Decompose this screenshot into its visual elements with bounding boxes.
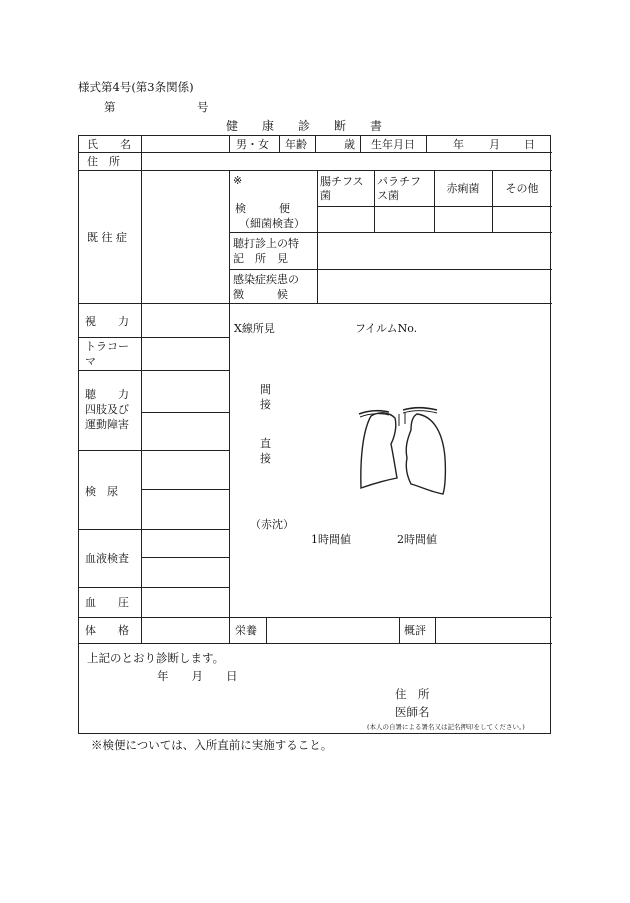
age-unit: 歳	[344, 138, 355, 151]
indirect-label-1: 間	[260, 383, 271, 396]
blood-test-label: 血液検査	[85, 552, 129, 565]
health-certificate-form	[78, 135, 551, 734]
xray-finding-label: X線所見	[234, 322, 275, 335]
nutrition-label: 栄養	[235, 624, 257, 637]
address-label: 住 所	[87, 155, 120, 168]
diagnosis-date[interactable]: 年 月 日	[157, 669, 238, 683]
trachoma-label-1: トラコー	[85, 340, 129, 353]
direct-label-2: 接	[260, 452, 271, 465]
overall-evaluation-label: 概評	[404, 624, 426, 637]
urine-test-label: 検 尿	[85, 485, 118, 498]
bacteria-dysentery: 赤痢菌	[446, 182, 480, 195]
limb-label-2: 運動障害	[85, 418, 129, 431]
lung-diagram	[355, 396, 455, 500]
name-field[interactable]	[143, 137, 227, 151]
signature-note: (本人の自署による署名又は記名押印をしてください。)	[367, 723, 525, 731]
infection-label-1: 感染症疾患の	[233, 273, 299, 286]
document-title: 健 康 診 断 書	[226, 119, 383, 133]
address-field[interactable]	[143, 154, 549, 168]
stool-test-sublabel: （細菌検査）	[239, 217, 305, 230]
esr-two-hour-label: 2時間値	[397, 533, 437, 546]
limb-label-1: 四肢及び	[85, 403, 129, 416]
medical-history-label: 既 往 症	[87, 231, 127, 244]
infection-label-2: 徴 候	[233, 288, 288, 301]
doctor-name-label: 医師名	[395, 705, 430, 719]
esr-label: （赤沈）	[250, 518, 294, 531]
bacteria-other: その他	[505, 182, 539, 195]
doctor-address-label: 住 所	[395, 687, 430, 701]
blood-pressure-label: 血 圧	[85, 596, 129, 609]
birth-day-label: 日	[524, 138, 535, 151]
form-number: 様式第4号(第3条関係)	[78, 80, 194, 94]
physique-label: 体 格	[85, 624, 129, 637]
name-label: 氏 名	[87, 138, 131, 151]
diagnosis-statement: 上記のとおり診断します。	[87, 651, 225, 665]
bacteria-paratyphoid: パラチフス菌	[377, 175, 421, 202]
birth-year-label: 年	[453, 138, 464, 151]
esr-one-hour-label: 1時間値	[311, 533, 351, 546]
birthdate-label: 生年月日	[371, 138, 415, 151]
stool-test-note: ※検便については、入所直前に実施すること。	[91, 738, 333, 752]
number-suffix: 号	[197, 100, 209, 114]
history-asterisk: ※	[233, 174, 243, 187]
stool-test-label: 検 便	[235, 202, 290, 215]
auscultation-label-2: 記 所 見	[233, 252, 288, 265]
indirect-label-2: 接	[260, 398, 271, 411]
vision-label: 視 力	[85, 315, 129, 328]
direct-label-1: 直	[260, 437, 271, 450]
bacteria-typhoid: 腸チフス菌	[320, 175, 364, 202]
number-prefix: 第	[104, 100, 116, 114]
sex-options[interactable]: 男・女	[236, 138, 269, 151]
auscultation-label-1: 聴打診上の特	[233, 237, 299, 250]
age-label: 年齢	[285, 138, 307, 151]
hearing-label: 聴 力	[85, 388, 129, 401]
trachoma-label-2: マ	[85, 355, 96, 368]
birth-month-label: 月	[489, 138, 500, 151]
film-number-label: フイルムNo.	[355, 322, 418, 335]
